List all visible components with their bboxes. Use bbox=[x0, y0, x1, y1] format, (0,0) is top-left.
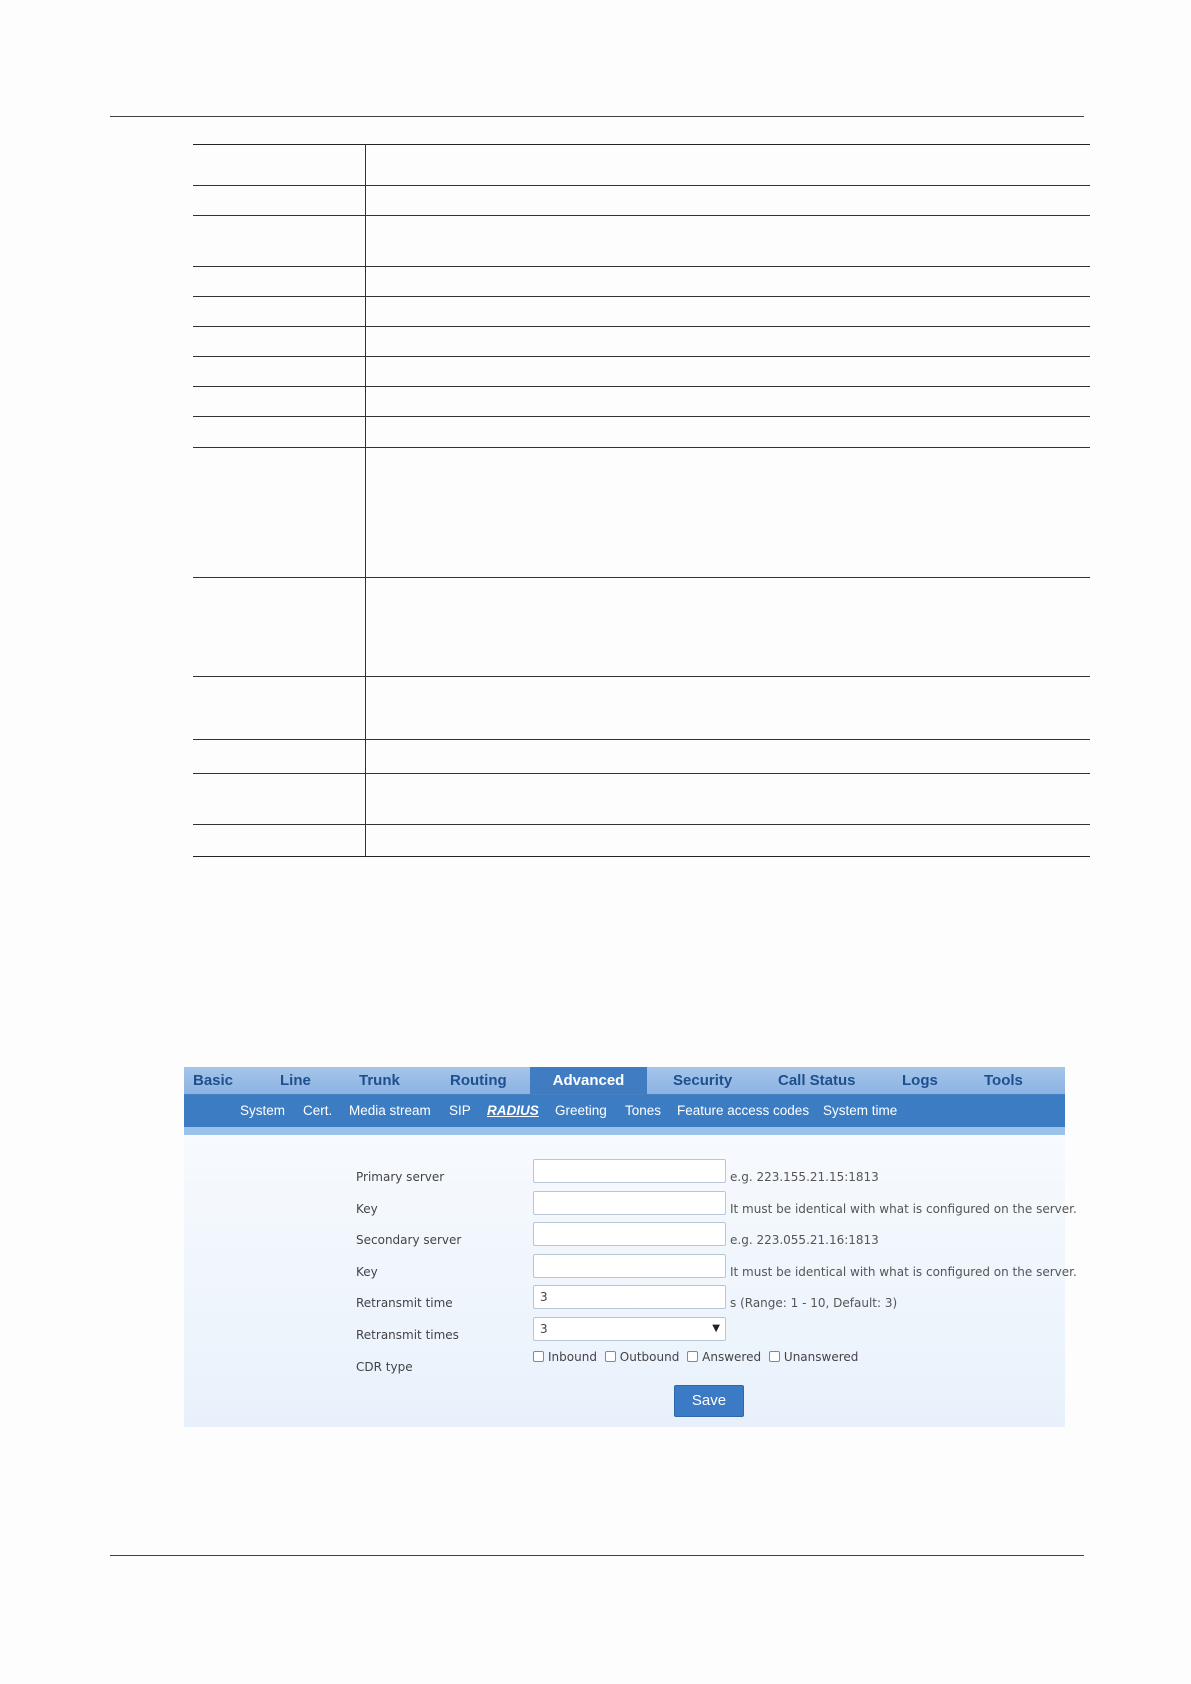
tab-logs[interactable]: Logs bbox=[902, 1072, 938, 1089]
table-row bbox=[193, 825, 1090, 857]
retransmit-time-input[interactable]: 3 bbox=[533, 1285, 726, 1309]
tab-routing[interactable]: Routing bbox=[450, 1072, 507, 1089]
answered-checkbox[interactable] bbox=[687, 1351, 698, 1362]
table-row bbox=[193, 417, 1090, 448]
secondary-server-label: Secondary server bbox=[356, 1233, 462, 1247]
retransmit-times-value: 3 bbox=[540, 1322, 548, 1336]
save-button[interactable]: Save bbox=[674, 1385, 744, 1417]
subtab-sip[interactable]: SIP bbox=[449, 1103, 471, 1118]
tab-security[interactable]: Security bbox=[673, 1072, 733, 1089]
header-rule bbox=[110, 116, 1084, 117]
primary-server-input[interactable] bbox=[533, 1159, 726, 1183]
subtab-cert[interactable]: Cert. bbox=[303, 1103, 333, 1118]
outbound-label: Outbound bbox=[619, 1350, 680, 1364]
secondary-server-hint: e.g. 223.055.21.16:1813 bbox=[730, 1233, 879, 1247]
radius-settings-screenshot bbox=[184, 1067, 1077, 1427]
table-row bbox=[193, 186, 1090, 216]
cdr-type-label: CDR type bbox=[356, 1360, 413, 1374]
tab-call-status[interactable]: Call Status bbox=[778, 1072, 856, 1089]
primary-key-input[interactable] bbox=[533, 1191, 726, 1215]
inbound-checkbox[interactable] bbox=[533, 1351, 544, 1362]
table-row bbox=[193, 578, 1090, 677]
sub-nav bbox=[184, 1095, 1065, 1135]
secondary-key-input[interactable] bbox=[533, 1254, 726, 1278]
answered-label: Answered bbox=[702, 1350, 762, 1364]
secondary-key-label: Key bbox=[356, 1265, 378, 1279]
table-row bbox=[193, 387, 1090, 417]
unanswered-label: Unanswered bbox=[783, 1350, 859, 1364]
table-row bbox=[193, 267, 1090, 297]
retransmit-time-label: Retransmit time bbox=[356, 1296, 453, 1310]
inbound-label: Inbound bbox=[548, 1350, 597, 1364]
tab-tools[interactable]: Tools bbox=[984, 1072, 1023, 1089]
subtab-tones[interactable]: Tones bbox=[625, 1103, 662, 1118]
primary-key-hint: It must be identical with what is configured on the server. bbox=[730, 1202, 1077, 1216]
subtab-system-time[interactable]: System time bbox=[823, 1103, 898, 1118]
table-row bbox=[193, 677, 1090, 740]
subtab-radius[interactable]: RADIUS bbox=[487, 1103, 539, 1118]
primary-server-label: Primary server bbox=[356, 1170, 445, 1184]
primary-server-hint: e.g. 223.155.21.15:1813 bbox=[730, 1170, 879, 1184]
table-row bbox=[193, 145, 1090, 186]
table-row bbox=[193, 740, 1090, 774]
retransmit-times-select[interactable] bbox=[533, 1317, 726, 1341]
secondary-server-input[interactable] bbox=[533, 1222, 726, 1246]
secondary-key-hint: It must be identical with what is configured on the server. bbox=[730, 1265, 1077, 1279]
table-row bbox=[193, 216, 1090, 267]
subtab-system[interactable]: System bbox=[240, 1103, 286, 1118]
main-nav bbox=[184, 1067, 1065, 1095]
table-row bbox=[193, 448, 1090, 578]
unanswered-checkbox[interactable] bbox=[769, 1351, 780, 1362]
subtab-feature-access-codes[interactable]: Feature access codes bbox=[677, 1103, 810, 1118]
table-row bbox=[193, 327, 1090, 357]
tab-basic[interactable]: Basic bbox=[193, 1072, 234, 1089]
table-row bbox=[193, 774, 1090, 825]
table-row bbox=[193, 297, 1090, 327]
subtab-media-stream[interactable]: Media stream bbox=[349, 1103, 431, 1118]
parameter-table bbox=[193, 144, 1090, 857]
footer-rule bbox=[110, 1555, 1084, 1556]
cdr-type-options bbox=[533, 1350, 862, 1364]
table-row bbox=[193, 357, 1090, 387]
tab-line[interactable]: Line bbox=[280, 1072, 311, 1089]
outbound-checkbox[interactable] bbox=[605, 1351, 616, 1362]
dropdown-arrow-icon: ▼ bbox=[712, 1323, 720, 1334]
primary-key-label: Key bbox=[356, 1202, 378, 1216]
retransmit-times-label: Retransmit times bbox=[356, 1328, 459, 1342]
tab-trunk[interactable]: Trunk bbox=[359, 1072, 400, 1089]
tab-advanced[interactable]: Advanced bbox=[530, 1067, 647, 1094]
retransmit-time-hint: s (Range: 1 - 10, Default: 3) bbox=[730, 1296, 898, 1310]
subtab-greeting[interactable]: Greeting bbox=[555, 1103, 607, 1118]
